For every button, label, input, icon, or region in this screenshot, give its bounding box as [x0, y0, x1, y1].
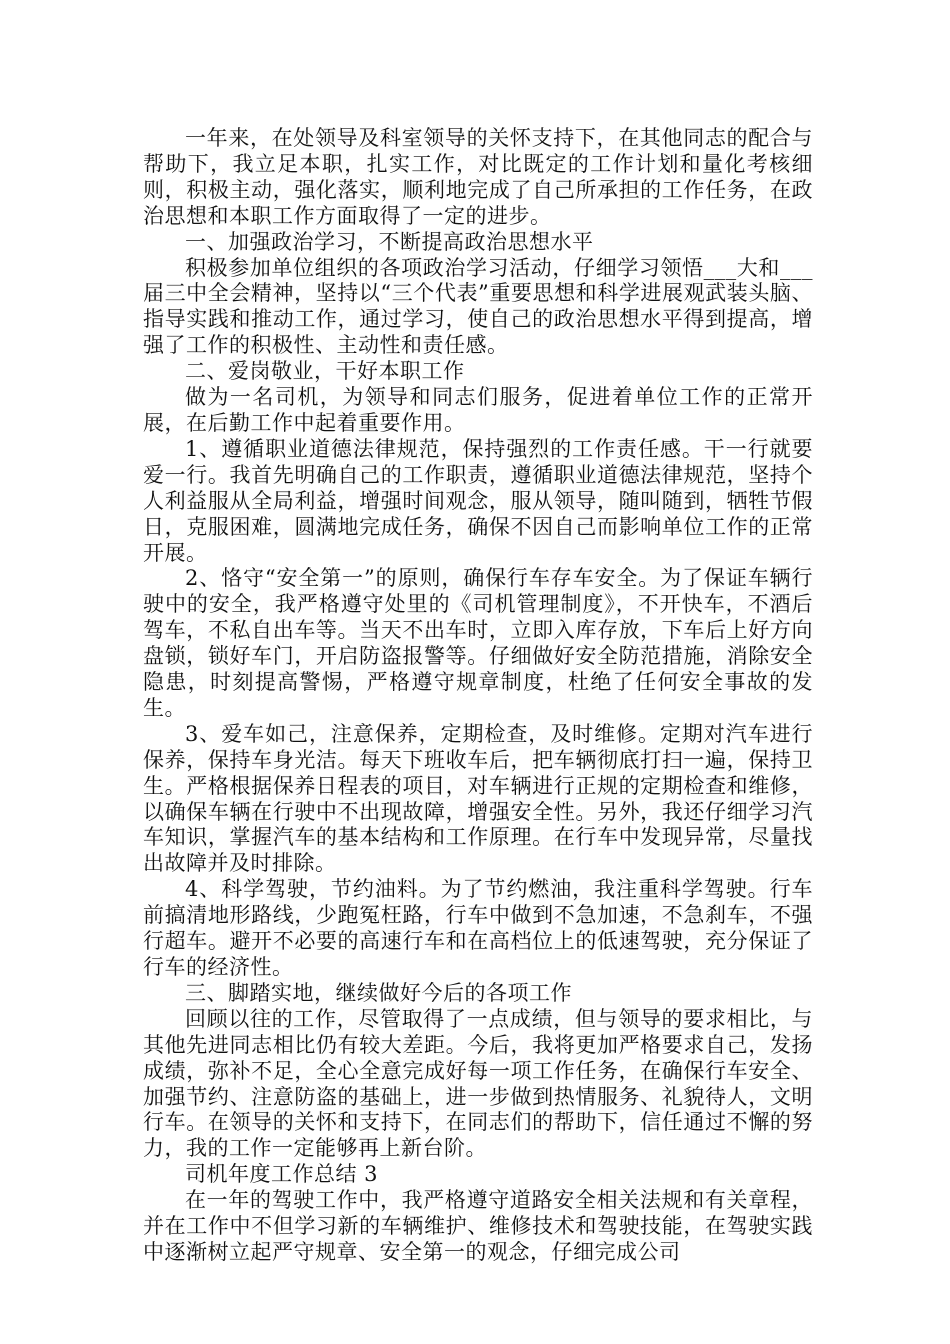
paragraph-item-2: 2、恪守“安全第一”的原则，确保行车存车安全。为了保证车辆行驶中的安全，我严格遵守处里的《司机管理制度》，不开快车，不酒后驾车，不私自出车等。当天不出车时，立即入库存放，下车后上好方向盘锁，锁好车门，开启防盗报警等。仔细做好安全防范措施，消除安全隐患，时刻提高警惕，严格遵守规章制度，杜绝了任何安全事故的发生。: [143, 566, 813, 720]
document-subtitle: 司机年度工作总结 3: [185, 1162, 379, 1187]
paragraph-summary-3-intro: 在一年的驾驶工作中，我严格遵守道路安全相关法规和有关章程，并在工作中不但学习新的车辆维护、维修技术和驾驶技能，在驾驶实践中逐渐树立起严守规章、安全第一的观念，仔细完成公司: [143, 1188, 813, 1264]
section-heading-3: 三、脚踏实地，继续做好今后的各项工作: [185, 980, 572, 1005]
paragraph-review: 回顾以往的工作，尽管取得了一点成绩，但与领导的要求相比，与其他先进同志相比仍有较大差距。今后，我将更加严格要求自己，发扬成绩，弥补不足，全心全意完成好每一项工作任务，在确保行车安全、加强节约、注意防盗的基础上，进一步做到热情服务、礼貌待人，文明行车。在领导的关怀和支持下，在同志们的帮助下，信任通过不懈的努力，我的工作一定能够再上新台阶。: [143, 1006, 813, 1161]
paragraph-political-study: 积极参加单位组织的各项政治学习活动，仔细学习领悟___大和___届三中全会精神，坚持以“三个代表”重要思想和科学进展观武装头脑、指导实践和推动工作，通过学习，使自己的政治思想水平得到提高，增强了工作的积极性、主动性和责任感。: [143, 255, 813, 358]
paragraph-item-1: 1、遵循职业道德法律规范，保持强烈的工作责任感。干一行就要爱一行。我首先明确自己的工作职责，遵循职业道德法律规范，坚持个人利益服从全局利益，增强时间观念，服从领导，随叫随到，牺牲节假日，克服困难，圆满地完成任务，确保不因自己而影响单位工作的正常开展。: [143, 436, 813, 565]
section-heading-2: 二、爱岗敬业，干好本职工作: [185, 359, 465, 384]
section-heading-1: 一、加强政治学习，不断提高政治思想水平: [185, 229, 594, 254]
paragraph-driver-role: 做为一名司机，为领导和同志们服务，促进着单位工作的正常开展，在后勤工作中起着重要作用。: [143, 385, 813, 435]
paragraph-item-4: 4、科学驾驶，节约油料。为了节约燃油，我注重科学驾驶。行车前搞清地形路线，少跑冤枉路，行车中做到不急加速，不急刹车，不强行超车。避开不必要的高速行车和在高档位上的低速驾驶，充分保证了行车的经济性。: [143, 877, 813, 979]
paragraph-intro: 一年来，在处领导及科室领导的关怀支持下，在其他同志的配合与帮助下，我立足本职，扎实工作，对比既定的工作计划和量化考核细则，积极主动，强化落实，顺利地完成了自己所承担的工作任务，在政治思想和本职工作方面取得了一定的进步。: [143, 126, 813, 228]
paragraph-item-3: 3、爱车如己，注意保养，定期检查，及时维修。定期对汽车进行保养，保持车身光洁。每天下班收车后，把车辆彻底打扫一遍，保持卫生。严格根据保养日程表的项目，对车辆进行正规的定期检查和维修，以确保车辆在行驶中不出现故障，增强安全性。另外，我还仔细学习汽车知识，掌握汽车的基本结构和工作原理。在行车中发现异常，尽量找出故障并及时排除。: [143, 721, 813, 876]
document-body: [143, 126, 813, 1266]
